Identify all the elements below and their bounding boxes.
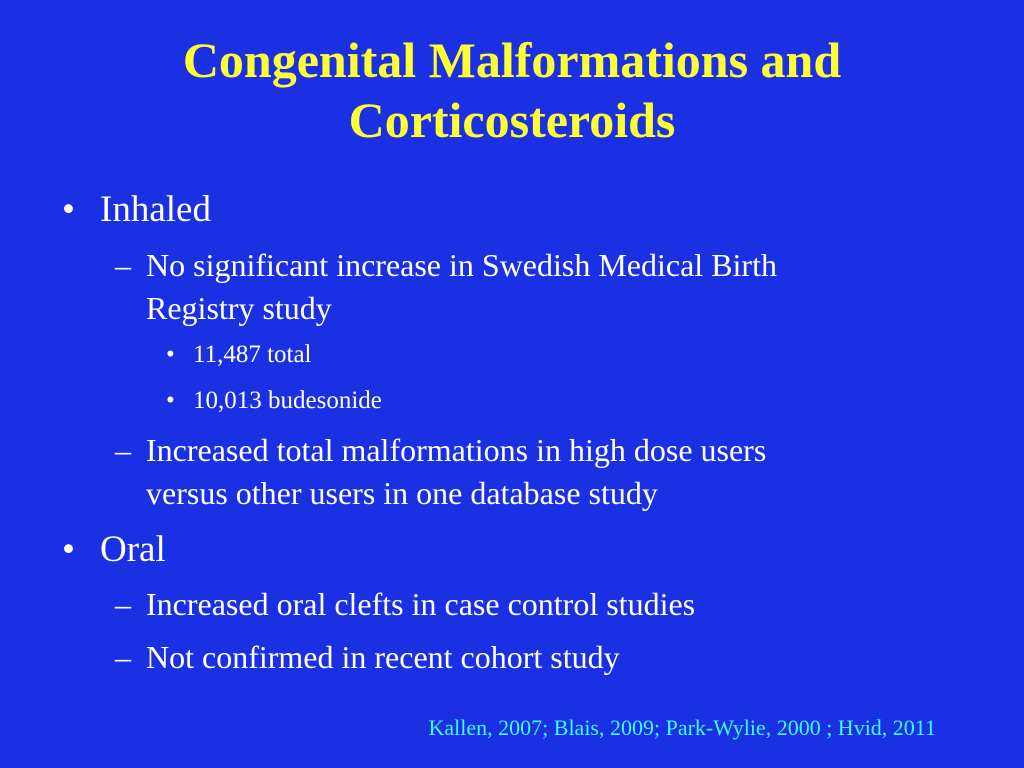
- bullet-icon: •: [166, 387, 175, 414]
- title-line-2: Corticosteroids: [348, 92, 676, 148]
- sub-item-line: Registry study: [146, 290, 332, 326]
- dash-icon: –: [115, 639, 131, 675]
- bullet-icon: •: [62, 529, 75, 570]
- title-line-1: Congenital Malformations and: [182, 32, 842, 88]
- sub-item-line: Increased total malformations in high dose users: [146, 432, 767, 468]
- sub-item-line: Increased oral clefts in case control studies: [146, 586, 696, 622]
- sub-item-line: versus other users in one database study: [146, 475, 658, 511]
- dash-icon: –: [115, 586, 131, 622]
- citation: Kallen, 2007; Blais, 2009; Park-Wylie, 2000 ; Hvid, 2011: [428, 715, 936, 740]
- bullet-icon: •: [166, 341, 175, 368]
- dash-icon: –: [115, 432, 131, 468]
- detail-text: 10,013 budesonide: [193, 387, 382, 414]
- sub-item-line: Not confirmed in recent cohort study: [146, 639, 620, 675]
- bullet-label: Oral: [100, 529, 166, 570]
- detail-text: 11,487 total: [193, 341, 312, 368]
- dash-icon: –: [115, 247, 131, 283]
- bullet-icon: •: [62, 189, 75, 230]
- sub-item-line: No significant increase in Swedish Medical Birth: [146, 247, 777, 283]
- bullet-label: Inhaled: [100, 189, 211, 230]
- slide-title: [0, 30, 1024, 150]
